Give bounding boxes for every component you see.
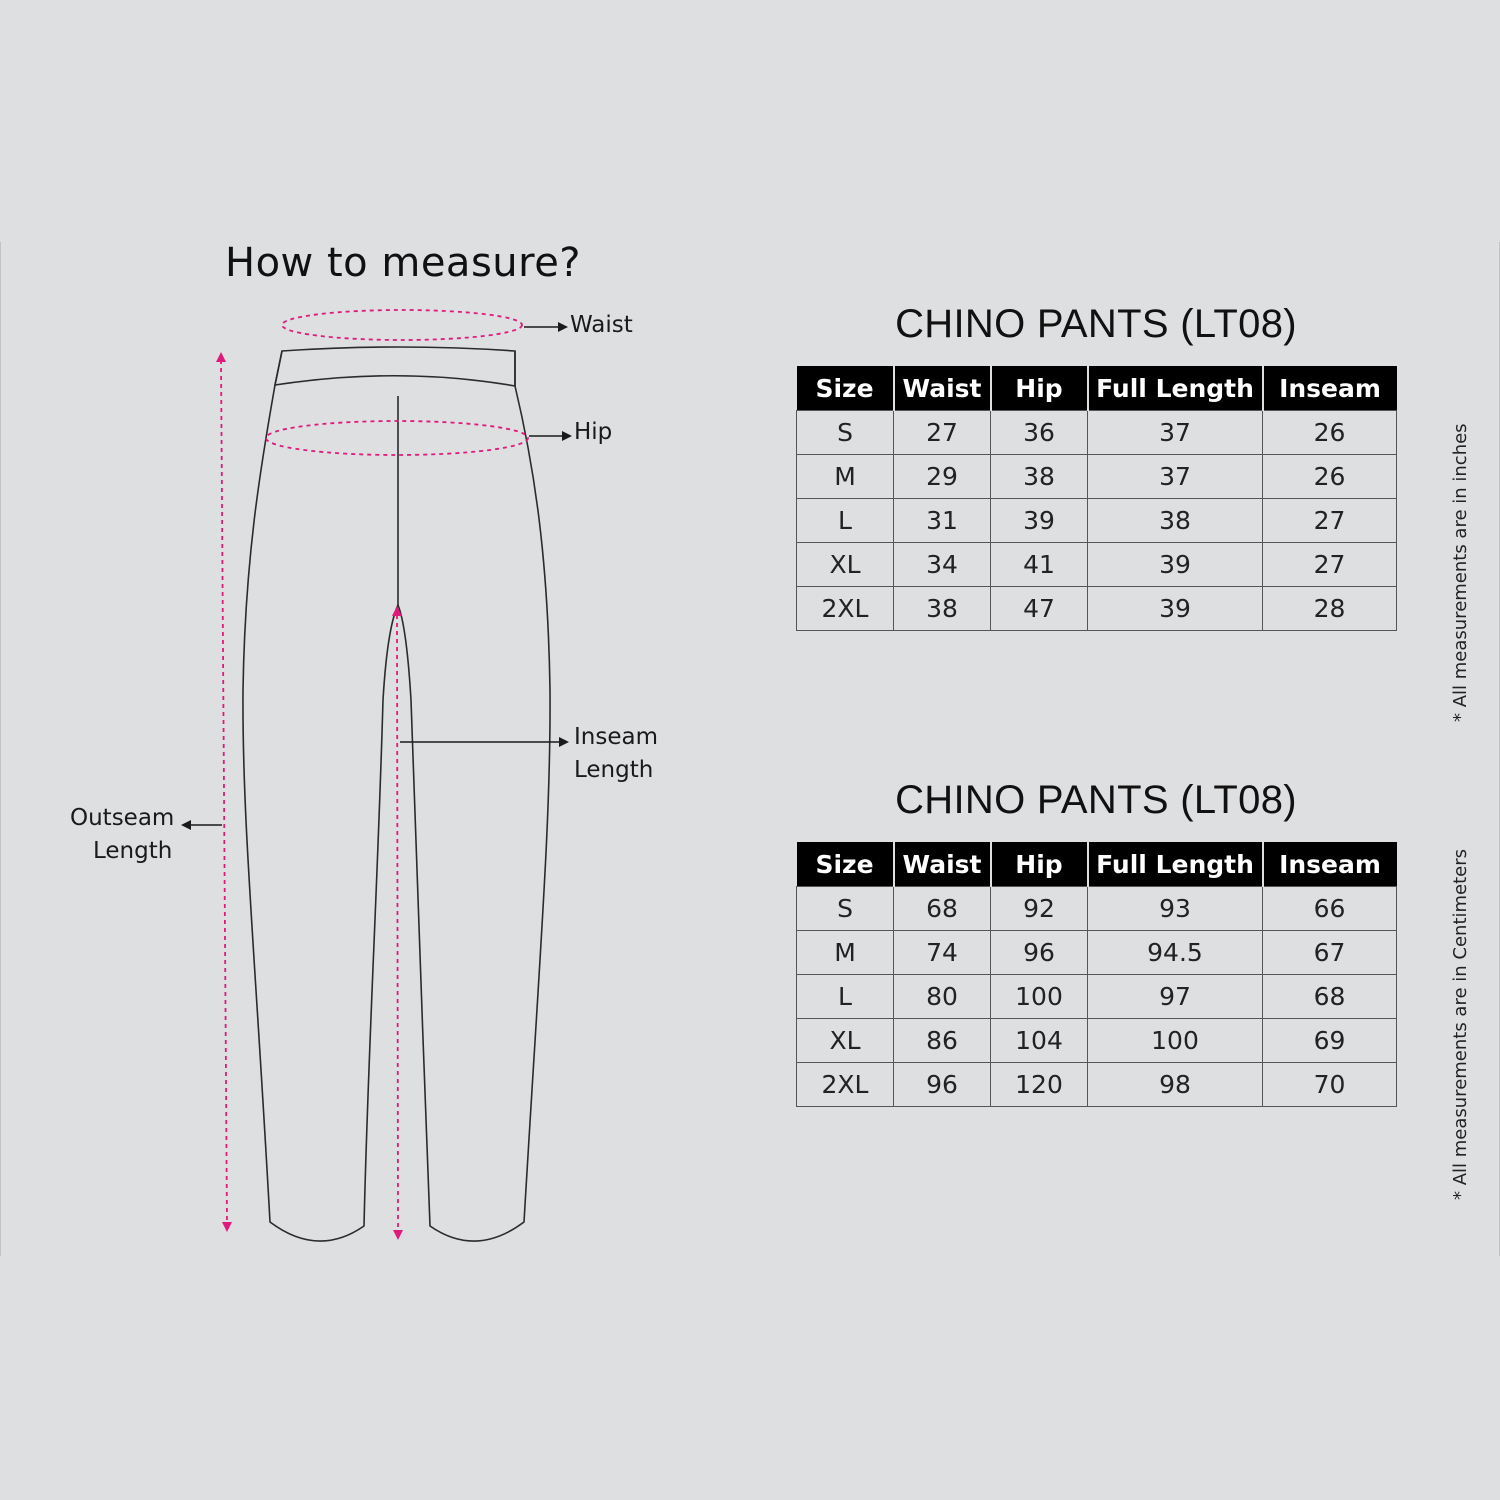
table-cell: 36 [991,411,1088,455]
table-row [797,499,1397,543]
table-row [797,1019,1397,1063]
table-cell: 100 [1088,1019,1263,1063]
table-row [797,975,1397,1019]
table-cell: 104 [991,1019,1088,1063]
table-cell: 2XL [797,1063,894,1107]
col-header: Inseam [1263,842,1397,887]
units-note-inches: * All measurements are in inches [1450,423,1471,722]
measure-arrowheads [216,352,403,1240]
inseam-line [397,615,398,1232]
table-title-centimeters: CHINO PANTS (LT08) [895,778,1297,822]
waist-ellipse [282,310,522,340]
table-cell: S [797,887,894,931]
col-header: Size [797,842,894,887]
table-cell: 97 [1088,975,1263,1019]
table-cell: S [797,411,894,455]
table-cell: M [797,931,894,975]
table-cell: 26 [1263,411,1397,455]
table-cell: 27 [1263,499,1397,543]
col-header: Full Length [1088,842,1263,887]
table-cell: 37 [1088,455,1263,499]
table-cell: L [797,975,894,1019]
col-header: Hip [991,842,1088,887]
table-cell: 68 [1263,975,1397,1019]
table-cell: 29 [894,455,991,499]
col-header: Inseam [1263,366,1397,411]
table-cell: 41 [991,543,1088,587]
table-cell: 38 [1088,499,1263,543]
inseam-label-line1: Inseam [574,724,658,750]
table-cell: 2XL [797,587,894,631]
table-cell: 80 [894,975,991,1019]
table-cell: 69 [1263,1019,1397,1063]
table-cell: 27 [894,411,991,455]
table-cell: 66 [1263,887,1397,931]
outseam-label-line1: Outseam [70,805,175,831]
table-row [797,543,1397,587]
table-cell: 27 [1263,543,1397,587]
col-header: Waist [894,842,991,887]
outseam-label-line2: Length [93,838,173,864]
table-cell: 74 [894,931,991,975]
table-cell: 37 [1088,411,1263,455]
table-cell: 70 [1263,1063,1397,1107]
col-header: Hip [991,366,1088,411]
table-cell: 120 [991,1063,1088,1107]
table-cell: 98 [1088,1063,1263,1107]
table-cell: XL [797,1019,894,1063]
outseam-line [221,360,227,1224]
hip-ellipse [266,421,528,455]
table-cell: 47 [991,587,1088,631]
table-title-inches: CHINO PANTS (LT08) [895,302,1297,346]
table-row [797,587,1397,631]
waist-label: Waist [570,312,633,338]
table-cell: 92 [991,887,1088,931]
table-cell: 39 [1088,543,1263,587]
size-table-centimeters [796,842,1397,1107]
table-cell: 38 [991,455,1088,499]
table-cell: 96 [894,1063,991,1107]
table-cell: 67 [1263,931,1397,975]
table-cell: 34 [894,543,991,587]
table-header-row [797,366,1397,411]
table-cell: M [797,455,894,499]
measure-lines [221,360,398,1232]
col-header: Full Length [1088,366,1263,411]
table-cell: 28 [1263,587,1397,631]
table-cell: XL [797,543,894,587]
table-cell: 39 [1088,587,1263,631]
table-cell: 86 [894,1019,991,1063]
table-row [797,411,1397,455]
table-row [797,1063,1397,1107]
table-cell: 94.5 [1088,931,1263,975]
table-row [797,931,1397,975]
table-cell: 96 [991,931,1088,975]
inseam-label-line2: Length [574,757,654,783]
table-row [797,455,1397,499]
units-note-centimeters: * All measurements are in Centimeters [1450,848,1471,1200]
size-table-inches [796,366,1397,631]
table-row [797,887,1397,931]
table-cell: L [797,499,894,543]
table-cell: 68 [894,887,991,931]
hip-label: Hip [574,419,613,445]
col-header: Waist [894,366,991,411]
table-cell: 26 [1263,455,1397,499]
table-cell: 39 [991,499,1088,543]
col-header: Size [797,366,894,411]
table-cell: 38 [894,587,991,631]
page-title: How to measure? [225,240,582,286]
table-cell: 93 [1088,887,1263,931]
table-header-row [797,842,1397,887]
pointer-arrowheads [181,322,572,830]
table-cell: 31 [894,499,991,543]
table-cell: 100 [991,975,1088,1019]
